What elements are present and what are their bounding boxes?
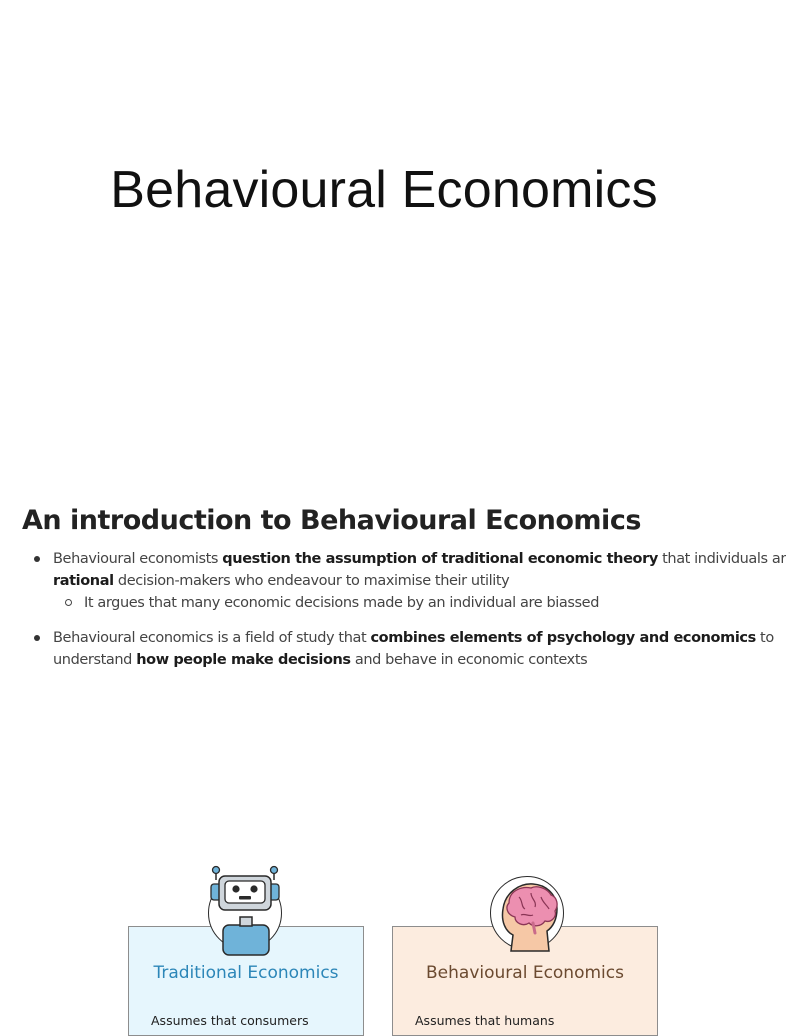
- brain-badge: [490, 876, 564, 950]
- section-heading: An introduction to Behavioural Economics: [22, 505, 641, 536]
- bullet-bold-text: how people make decisions: [136, 652, 351, 668]
- bullet-item-definition: [22, 627, 774, 671]
- bullet-bold-text: combines elements of psychology and economics: [370, 630, 756, 646]
- card-title: Behavioural Economics: [426, 963, 624, 983]
- sub-bullet-item: It argues that many economic decisions made by an individual are biassed: [53, 592, 768, 614]
- bullet-text: decision-makers who endeavour to maximise their utility: [113, 573, 510, 589]
- card-body: Assumes that consumers: [151, 1013, 309, 1028]
- bullet-text: Behavioural economists: [53, 551, 223, 567]
- card-body: Assumes that humans: [415, 1013, 555, 1028]
- bullet-item-assumption: [22, 548, 786, 614]
- robot-head-icon: [205, 864, 285, 914]
- bullet-text: that individuals ar: [657, 551, 786, 567]
- card-title: Traditional Economics: [153, 963, 339, 983]
- intro-section: [22, 505, 786, 684]
- bullet-text: Behavioural economics is a field of study that: [53, 630, 371, 646]
- sub-bullet-list: [53, 592, 768, 614]
- bullet-text: to: [755, 630, 774, 646]
- bullet-text: understand: [53, 652, 137, 668]
- bullet-text: and behave in economic contexts: [350, 652, 588, 668]
- bullet-bold-text: question the assumption of traditional economic theory: [222, 551, 658, 567]
- bullet-list: [22, 548, 786, 671]
- slide-title: Behavioural Economics: [110, 161, 658, 219]
- bullet-bold-text: rational: [53, 573, 114, 589]
- brain-head-icon: [491, 877, 565, 951]
